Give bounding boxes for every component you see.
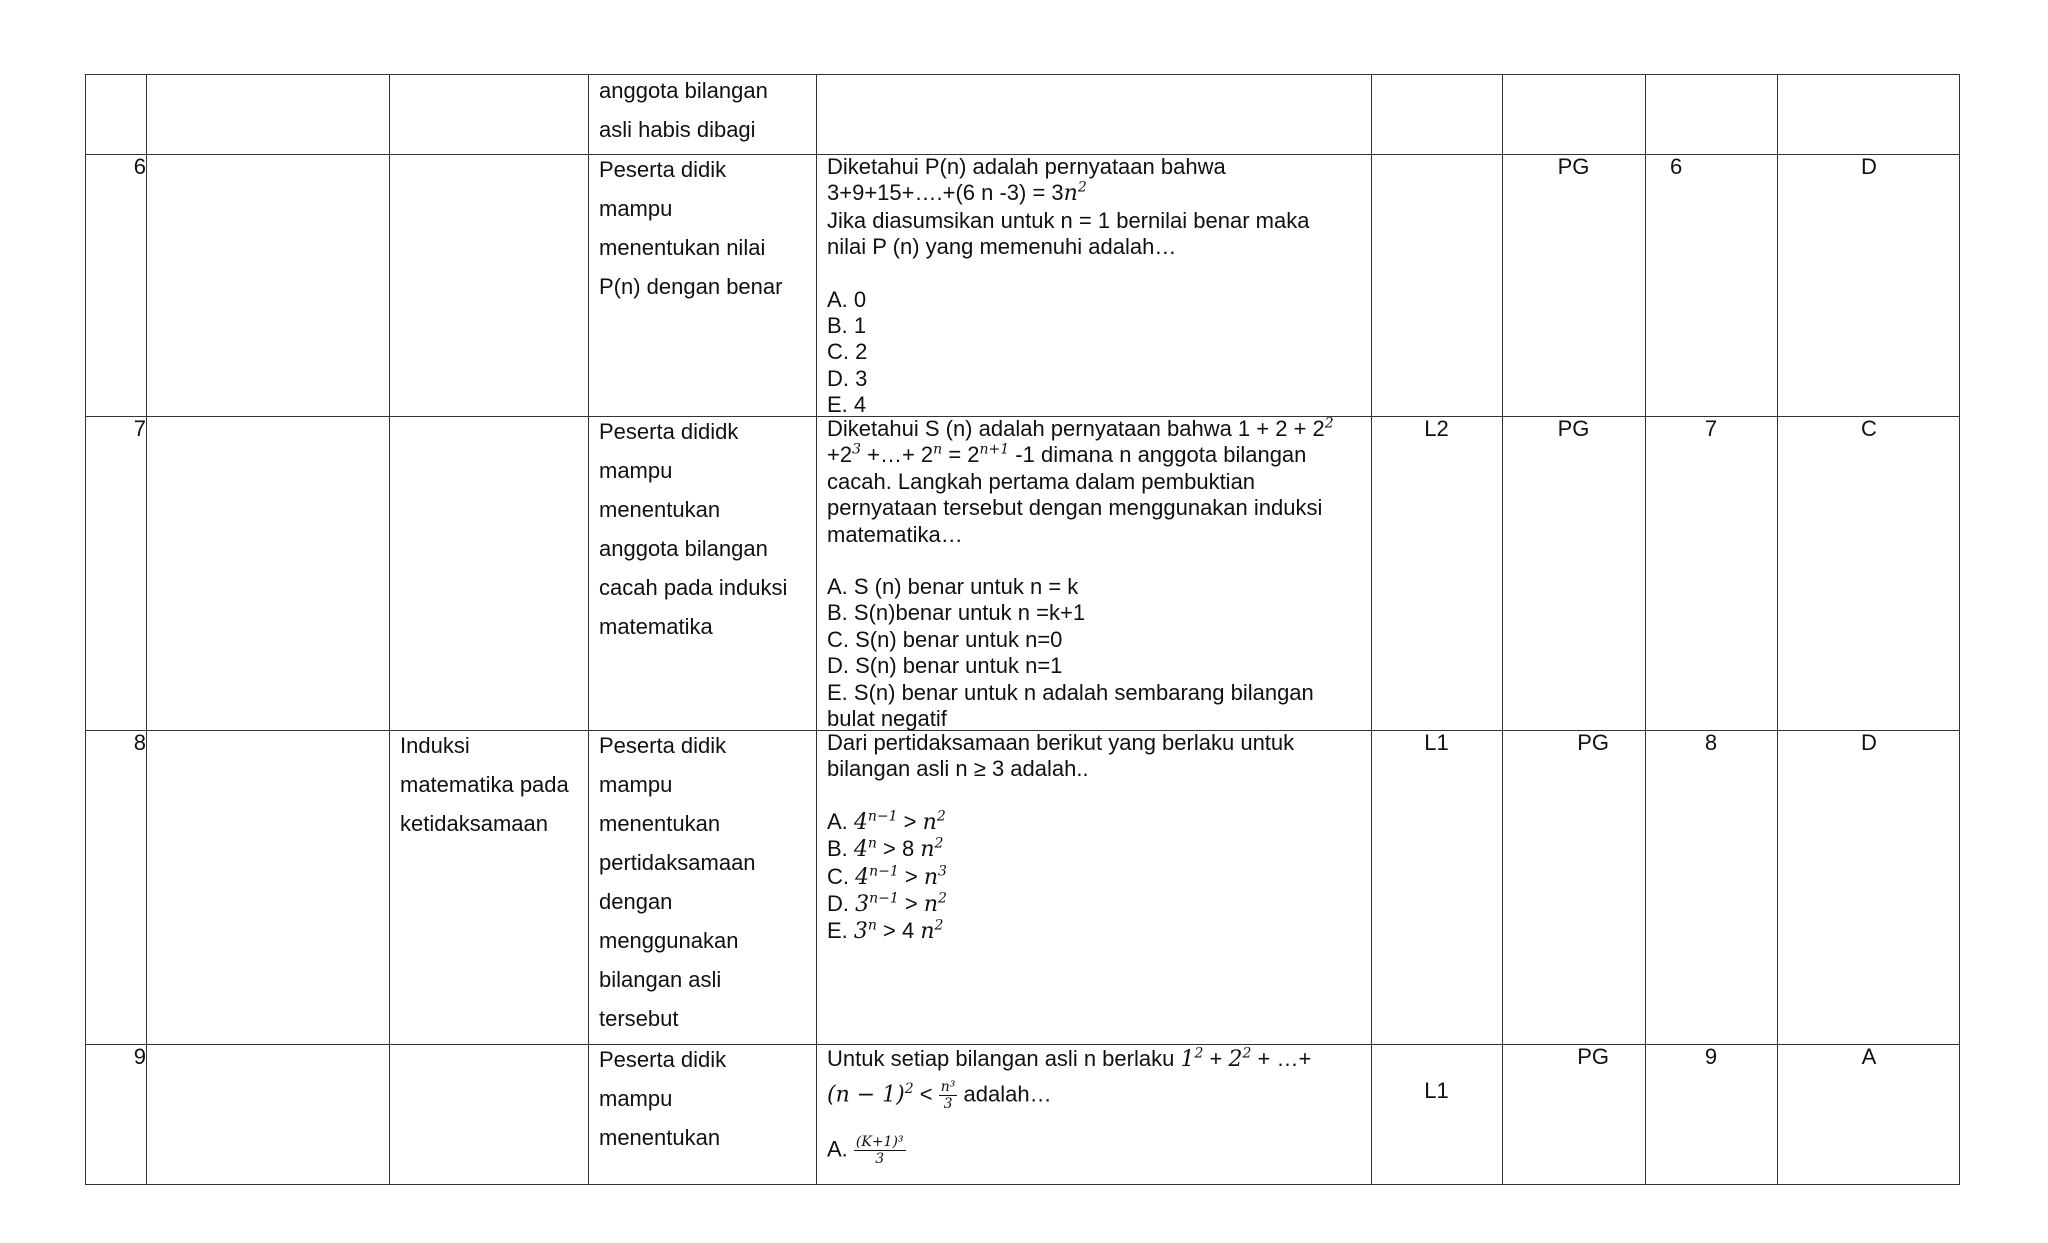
indicator-cell: [599, 1040, 814, 1157]
column-divider: [816, 75, 817, 1184]
math-exponent: n+1: [979, 442, 1010, 459]
indicator-line: anggota bilangan: [599, 78, 768, 103]
indicator-line: mampu: [599, 196, 673, 221]
indicator-line: tersebut: [599, 1006, 679, 1031]
column-divider: [146, 75, 147, 1184]
math-exponent: n: [867, 918, 877, 935]
question-cell: [827, 1046, 1367, 1167]
math-fraction: [854, 1134, 906, 1167]
question-text: Untuk setiap bilangan asli n berlaku: [827, 1046, 1181, 1071]
indicator-line: cacah pada induksi: [599, 575, 788, 600]
math-exponent: n−1: [869, 863, 899, 880]
math-fraction: [939, 1079, 958, 1112]
question-line: [827, 416, 1367, 442]
indicator-cell: [599, 150, 814, 306]
indicator-line: bilangan asli: [599, 967, 722, 992]
answer-option: [827, 836, 1367, 863]
math-base: 4: [853, 837, 868, 863]
question-number-cell: 9: [1704, 1044, 1718, 1069]
level-cell: L1: [1424, 730, 1449, 755]
answer-option: [827, 918, 1367, 945]
option-label: B.: [827, 836, 854, 862]
math-exponent: 2: [1194, 1045, 1204, 1062]
question-text: = 2: [942, 442, 980, 468]
option-label: C.: [827, 863, 856, 889]
math-exponent: 2: [934, 918, 944, 935]
math-exponent: 2: [936, 808, 946, 825]
answer-option: [827, 809, 1367, 836]
math-base: 1: [1180, 1047, 1195, 1072]
answer-option: D. 3: [827, 365, 868, 391]
question-text: -1 dimana n anggota bilangan: [1009, 442, 1307, 468]
material-line: matematika pada: [400, 772, 569, 797]
math-exponent: 2: [1324, 415, 1334, 432]
column-divider: [1371, 75, 1372, 1184]
math-base: n: [923, 864, 939, 890]
answer-key-cell: D: [1861, 154, 1877, 179]
question-line: [827, 1046, 1367, 1073]
math-relation: >: [898, 891, 924, 917]
question-line: matematika…: [827, 521, 963, 547]
answer-option: [827, 864, 1367, 891]
math-exponent: n−1: [867, 808, 898, 825]
math-relation: > 4: [876, 918, 921, 944]
math-expression: (n − 1): [827, 1082, 905, 1108]
math-variable: n: [1063, 181, 1078, 207]
row-number: 8: [133, 730, 146, 755]
form-cell: PG: [1557, 154, 1590, 179]
question-line: bilangan asli n ≥ 3 adalah..: [827, 756, 1089, 782]
indicator-line: matematika: [599, 614, 713, 639]
indicator-line: menggunakan: [599, 928, 739, 953]
indicator-cell: [599, 726, 814, 1038]
answer-option: B. 1: [827, 313, 867, 339]
math-exponent: 2: [934, 835, 944, 852]
math-base: 4: [853, 809, 868, 835]
indicator-line: anggota bilangan: [599, 536, 768, 561]
answer-option: [827, 891, 1367, 918]
answer-option: C. 2: [827, 339, 868, 365]
question-line: Diketahui P(n) adalah pernyataan bahwa: [827, 154, 1226, 179]
question-line: [827, 442, 1367, 468]
question-line: cacah. Langkah pertama dalam pembuktian: [827, 468, 1256, 494]
math-relation: >: [898, 863, 924, 889]
fraction-numerator: n³: [940, 1079, 956, 1096]
fraction-denominator: 3: [943, 1096, 953, 1113]
math-exponent: n: [867, 835, 877, 852]
material-cell: [400, 726, 586, 843]
math-relation: <: [913, 1081, 939, 1107]
question-line: [827, 1079, 1367, 1112]
math-base: 3: [855, 892, 870, 918]
level-cell: L1: [1424, 1078, 1449, 1103]
question-line: Jika diasumsikan untuk n = 1 bernilai benar maka: [827, 207, 1310, 233]
indicator-line: mampu: [599, 1086, 673, 1111]
question-line: nilai P (n) yang memenuhi adalah…: [827, 234, 1177, 260]
indicator-line: mampu: [599, 458, 673, 483]
answer-option: E. 4: [827, 392, 867, 418]
fraction-numerator: (K+1)³: [855, 1134, 904, 1151]
indicator-cell: [599, 71, 814, 149]
math-exponent: n−1: [869, 890, 899, 907]
math-exponent: 2: [1077, 180, 1087, 197]
math-base: 3: [853, 919, 868, 945]
form-cell: PG: [1577, 1044, 1609, 1069]
question-number-cell: 6: [1670, 154, 1683, 179]
answer-option: A. 0: [827, 286, 867, 312]
indicator-line: Peserta didik: [599, 1047, 727, 1072]
row-number: 6: [133, 154, 146, 179]
answer-option: [827, 1134, 1367, 1167]
math-base: 2: [1228, 1047, 1243, 1072]
indicator-line: menentukan: [599, 497, 721, 522]
form-cell: PG: [1577, 730, 1609, 755]
answer-option: bulat negatif: [827, 706, 947, 732]
question-text: adalah…: [957, 1081, 1052, 1107]
material-line: ketidaksamaan: [400, 811, 548, 836]
question-text: + …+: [1251, 1046, 1312, 1071]
indicator-line: menentukan: [599, 1125, 721, 1150]
question-cell: [827, 416, 1367, 732]
indicator-cell: [599, 412, 814, 646]
indicator-line: pertidaksamaan: [599, 850, 756, 875]
answer-option: C. S(n) benar untuk n=0: [827, 626, 1063, 652]
math-exponent: 2: [1242, 1045, 1252, 1062]
material-line: Induksi: [400, 733, 470, 758]
math-exponent: 3: [852, 442, 862, 459]
math-base: n: [920, 919, 935, 945]
question-cell: [827, 730, 1367, 946]
indicator-line: Peserta dididk: [599, 419, 739, 444]
answer-option: A. S (n) benar untuk n = k: [827, 574, 1079, 600]
question-text: Diketahui S (n) adalah pernyataan bahwa 1 + 2 + 2: [827, 416, 1325, 441]
indicator-line: Peserta didik: [599, 157, 727, 182]
column-divider: [1777, 75, 1778, 1184]
indicator-line: P(n) dengan benar: [599, 274, 783, 299]
column-divider: [389, 75, 390, 1184]
question-cell: [827, 154, 1367, 419]
column-divider: [1645, 75, 1646, 1184]
math-base: n: [923, 892, 939, 918]
row-number: 9: [133, 1044, 146, 1069]
question-number-cell: 8: [1704, 730, 1718, 755]
question-line: Dari pertidaksamaan berikut yang berlaku untuk: [827, 730, 1295, 755]
answer-key-cell: A: [1861, 1044, 1877, 1069]
option-label: A.: [827, 808, 854, 834]
answer-key-cell: C: [1861, 416, 1877, 441]
indicator-line: mampu: [599, 772, 673, 797]
question-grid-table: [85, 74, 1960, 1185]
question-text: +: [1203, 1046, 1229, 1071]
question-line: [827, 180, 1367, 207]
level-cell: L2: [1424, 416, 1449, 441]
math-exponent: n: [933, 442, 943, 459]
indicator-line: dengan: [599, 889, 673, 914]
math-base: n: [920, 837, 935, 863]
indicator-line: menentukan: [599, 811, 721, 836]
column-divider: [588, 75, 589, 1184]
answer-option: E. S(n) benar untuk n adalah sembarang bilangan: [827, 679, 1314, 705]
math-exponent: 2: [938, 890, 947, 907]
math-exponent: 3: [938, 863, 947, 880]
option-label: A.: [827, 1136, 854, 1162]
math-exponent: 2: [904, 1081, 914, 1098]
fraction-denominator: 3: [875, 1151, 885, 1168]
question-text: +2: [827, 442, 853, 468]
indicator-line: asli habis dibagi: [599, 117, 756, 142]
answer-option: D. S(n) benar untuk n=1: [827, 653, 1063, 679]
column-divider: [1502, 75, 1503, 1184]
row-number: 7: [133, 416, 146, 441]
question-number-cell: 7: [1704, 416, 1718, 441]
answer-key-cell: D: [1861, 730, 1877, 755]
math-base: n: [922, 809, 937, 835]
math-relation: > 8: [876, 836, 921, 862]
math-base: 4: [855, 864, 870, 890]
question-text: 3+9+15+….+(6 n -3) = 3: [827, 180, 1064, 206]
question-line: pernyataan tersebut dengan menggunakan induksi: [827, 495, 1323, 521]
option-label: E.: [827, 918, 854, 944]
option-label: D.: [827, 891, 856, 917]
indicator-line: Peserta didik: [599, 733, 727, 758]
indicator-line: menentukan nilai: [599, 235, 766, 260]
math-relation: >: [897, 808, 923, 834]
form-cell: PG: [1557, 416, 1590, 441]
question-text: +…+ 2: [861, 442, 934, 468]
answer-option: B. S(n)benar untuk n =k+1: [827, 600, 1086, 626]
